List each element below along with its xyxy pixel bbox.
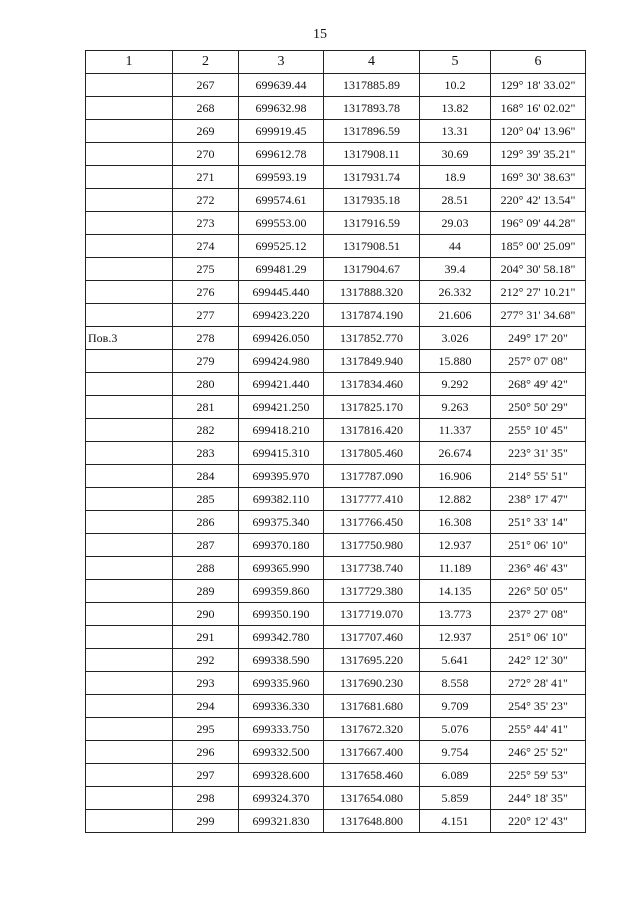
contour-label-cell (86, 258, 173, 281)
point-number-cell: 267 (173, 74, 239, 97)
table-row (86, 350, 586, 373)
contour-label-cell (86, 810, 173, 833)
y-coordinate-cell: 1317885.89 (324, 74, 420, 97)
point-number-cell: 273 (173, 212, 239, 235)
bearing-cell: 196° 09' 44.28" (491, 212, 586, 235)
x-coordinate-cell: 699919.45 (239, 120, 324, 143)
bearing-cell: 236° 46' 43" (491, 557, 586, 580)
contour-label-cell (86, 442, 173, 465)
x-coordinate-cell: 699421.440 (239, 373, 324, 396)
bearing-cell: 185° 00' 25.09" (491, 235, 586, 258)
point-number-cell: 285 (173, 488, 239, 511)
table-row (86, 580, 586, 603)
y-coordinate-cell: 1317719.070 (324, 603, 420, 626)
point-number-cell: 291 (173, 626, 239, 649)
point-number-cell: 299 (173, 810, 239, 833)
x-coordinate-cell: 699350.190 (239, 603, 324, 626)
y-coordinate-cell: 1317825.170 (324, 396, 420, 419)
bearing-cell: 257° 07' 08" (491, 350, 586, 373)
distance-cell: 26.674 (420, 442, 491, 465)
point-number-cell: 268 (173, 97, 239, 120)
point-number-cell: 290 (173, 603, 239, 626)
contour-label-cell (86, 396, 173, 419)
distance-cell: 21.606 (420, 304, 491, 327)
y-coordinate-cell: 1317852.770 (324, 327, 420, 350)
y-coordinate-cell: 1317729.380 (324, 580, 420, 603)
bearing-cell: 272° 28' 41" (491, 672, 586, 695)
point-number-cell: 296 (173, 741, 239, 764)
table-row (86, 718, 586, 741)
table-row (86, 212, 586, 235)
table-row (86, 557, 586, 580)
distance-cell: 12.937 (420, 626, 491, 649)
x-coordinate-cell: 699612.78 (239, 143, 324, 166)
bearing-cell: 251° 33' 14" (491, 511, 586, 534)
x-coordinate-cell: 699481.29 (239, 258, 324, 281)
table-row (86, 695, 586, 718)
x-coordinate-cell: 699324.370 (239, 787, 324, 810)
page-number: 15 (313, 27, 327, 42)
bearing-cell: 268° 49' 42" (491, 373, 586, 396)
x-coordinate-cell: 699359.860 (239, 580, 324, 603)
contour-label-cell (86, 718, 173, 741)
x-coordinate-cell: 699382.110 (239, 488, 324, 511)
bearing-cell: 169° 30' 38.63" (491, 166, 586, 189)
distance-cell: 44 (420, 235, 491, 258)
contour-label-cell (86, 741, 173, 764)
x-coordinate-cell: 699574.61 (239, 189, 324, 212)
table-row (86, 465, 586, 488)
y-coordinate-cell: 1317750.980 (324, 534, 420, 557)
point-number-cell: 269 (173, 120, 239, 143)
x-coordinate-cell: 699365.990 (239, 557, 324, 580)
distance-cell: 4.151 (420, 810, 491, 833)
point-number-cell: 275 (173, 258, 239, 281)
contour-label-cell (86, 465, 173, 488)
x-coordinate-cell: 699525.12 (239, 235, 324, 258)
x-coordinate-cell: 699375.340 (239, 511, 324, 534)
contour-label-cell (86, 649, 173, 672)
contour-label-cell (86, 764, 173, 787)
contour-label-cell (86, 488, 173, 511)
contour-label-cell (86, 212, 173, 235)
point-number-cell: 274 (173, 235, 239, 258)
table-row (86, 672, 586, 695)
point-number-cell: 288 (173, 557, 239, 580)
point-number-cell: 282 (173, 419, 239, 442)
bearing-cell: 255° 10' 45" (491, 419, 586, 442)
x-coordinate-cell: 699338.590 (239, 649, 324, 672)
contour-label-cell (86, 626, 173, 649)
bearing-cell: 129° 18' 33.02" (491, 74, 586, 97)
x-coordinate-cell: 699370.180 (239, 534, 324, 557)
distance-cell: 10.2 (420, 74, 491, 97)
x-coordinate-cell: 699418.210 (239, 419, 324, 442)
y-coordinate-cell: 1317849.940 (324, 350, 420, 373)
bearing-cell: 120° 04' 13.96" (491, 120, 586, 143)
bearing-cell: 204° 30' 58.18" (491, 258, 586, 281)
contour-label-cell (86, 281, 173, 304)
table-header-row (86, 51, 586, 74)
bearing-cell: 212° 27' 10.21" (491, 281, 586, 304)
bearing-cell: 250° 50' 29" (491, 396, 586, 419)
point-number-cell: 289 (173, 580, 239, 603)
contour-label-cell (86, 787, 173, 810)
contour-label-cell (86, 304, 173, 327)
y-coordinate-cell: 1317893.78 (324, 97, 420, 120)
distance-cell: 14.135 (420, 580, 491, 603)
bearing-cell: 225° 59' 53" (491, 764, 586, 787)
point-number-cell: 281 (173, 396, 239, 419)
distance-cell: 18.9 (420, 166, 491, 189)
table-body (86, 74, 586, 833)
bearing-cell: 251° 06' 10" (491, 626, 586, 649)
bearing-cell: 254° 35' 23" (491, 695, 586, 718)
contour-label-cell (86, 166, 173, 189)
x-coordinate-cell: 699342.780 (239, 626, 324, 649)
y-coordinate-cell: 1317908.11 (324, 143, 420, 166)
point-number-cell: 293 (173, 672, 239, 695)
table-row (86, 764, 586, 787)
table-row (86, 787, 586, 810)
distance-cell: 26.332 (420, 281, 491, 304)
point-number-cell: 278 (173, 327, 239, 350)
x-coordinate-cell: 699632.98 (239, 97, 324, 120)
contour-label-cell: Пов.3 (86, 327, 173, 350)
distance-cell: 6.089 (420, 764, 491, 787)
point-number-cell: 271 (173, 166, 239, 189)
x-coordinate-cell: 699415.310 (239, 442, 324, 465)
bearing-cell: 129° 39' 35.21" (491, 143, 586, 166)
column-header: 6 (491, 51, 586, 74)
table-row (86, 327, 586, 350)
y-coordinate-cell: 1317648.800 (324, 810, 420, 833)
distance-cell: 9.292 (420, 373, 491, 396)
table-row (86, 189, 586, 212)
contour-label-cell (86, 143, 173, 166)
table-row (86, 143, 586, 166)
table-row (86, 442, 586, 465)
point-number-cell: 284 (173, 465, 239, 488)
y-coordinate-cell: 1317766.450 (324, 511, 420, 534)
y-coordinate-cell: 1317654.080 (324, 787, 420, 810)
x-coordinate-cell: 699321.830 (239, 810, 324, 833)
distance-cell: 29.03 (420, 212, 491, 235)
table-row (86, 603, 586, 626)
y-coordinate-cell: 1317738.740 (324, 557, 420, 580)
y-coordinate-cell: 1317888.320 (324, 281, 420, 304)
table-row (86, 534, 586, 557)
point-number-cell: 270 (173, 143, 239, 166)
distance-cell: 9.754 (420, 741, 491, 764)
bearing-cell: 277° 31' 34.68" (491, 304, 586, 327)
y-coordinate-cell: 1317834.460 (324, 373, 420, 396)
x-coordinate-cell: 699426.050 (239, 327, 324, 350)
contour-label-cell (86, 373, 173, 396)
y-coordinate-cell: 1317777.410 (324, 488, 420, 511)
point-number-cell: 292 (173, 649, 239, 672)
distance-cell: 9.263 (420, 396, 491, 419)
point-number-cell: 279 (173, 350, 239, 373)
y-coordinate-cell: 1317805.460 (324, 442, 420, 465)
bearing-cell: 251° 06' 10" (491, 534, 586, 557)
point-number-cell: 294 (173, 695, 239, 718)
distance-cell: 8.558 (420, 672, 491, 695)
contour-label-cell (86, 672, 173, 695)
distance-cell: 16.308 (420, 511, 491, 534)
bearing-cell: 214° 55' 51" (491, 465, 586, 488)
point-number-cell: 280 (173, 373, 239, 396)
y-coordinate-cell: 1317690.230 (324, 672, 420, 695)
distance-cell: 15.880 (420, 350, 491, 373)
bearing-cell: 244° 18' 35" (491, 787, 586, 810)
y-coordinate-cell: 1317931.74 (324, 166, 420, 189)
distance-cell: 3.026 (420, 327, 491, 350)
y-coordinate-cell: 1317896.59 (324, 120, 420, 143)
distance-cell: 5.641 (420, 649, 491, 672)
bearing-cell: 255° 44' 41" (491, 718, 586, 741)
distance-cell: 28.51 (420, 189, 491, 212)
x-coordinate-cell: 699332.500 (239, 741, 324, 764)
x-coordinate-cell: 699328.600 (239, 764, 324, 787)
contour-label-cell (86, 580, 173, 603)
x-coordinate-cell: 699333.750 (239, 718, 324, 741)
contour-label-cell (86, 74, 173, 97)
column-header: 3 (239, 51, 324, 74)
distance-cell: 5.076 (420, 718, 491, 741)
point-number-cell: 272 (173, 189, 239, 212)
bearing-cell: 168° 16' 02.02" (491, 97, 586, 120)
table-row (86, 419, 586, 442)
x-coordinate-cell: 699395.970 (239, 465, 324, 488)
x-coordinate-cell: 699336.330 (239, 695, 324, 718)
distance-cell: 11.337 (420, 419, 491, 442)
table-row (86, 488, 586, 511)
y-coordinate-cell: 1317787.090 (324, 465, 420, 488)
x-coordinate-cell: 699424.980 (239, 350, 324, 373)
distance-cell: 13.82 (420, 97, 491, 120)
contour-label-cell (86, 97, 173, 120)
y-coordinate-cell: 1317908.51 (324, 235, 420, 258)
y-coordinate-cell: 1317681.680 (324, 695, 420, 718)
bearing-cell: 220° 12' 43" (491, 810, 586, 833)
table-row (86, 810, 586, 833)
y-coordinate-cell: 1317667.400 (324, 741, 420, 764)
point-number-cell: 276 (173, 281, 239, 304)
table-row (86, 120, 586, 143)
contour-label-cell (86, 695, 173, 718)
y-coordinate-cell: 1317695.220 (324, 649, 420, 672)
bearing-cell: 237° 27' 08" (491, 603, 586, 626)
x-coordinate-cell: 699593.19 (239, 166, 324, 189)
contour-label-cell (86, 534, 173, 557)
table-row (86, 626, 586, 649)
bearing-cell: 223° 31' 35" (491, 442, 586, 465)
table-row (86, 74, 586, 97)
point-number-cell: 277 (173, 304, 239, 327)
distance-cell: 9.709 (420, 695, 491, 718)
contour-label-cell (86, 189, 173, 212)
bearing-cell: 238° 17' 47" (491, 488, 586, 511)
table-row (86, 235, 586, 258)
point-number-cell: 287 (173, 534, 239, 557)
bearing-cell: 220° 42' 13.54" (491, 189, 586, 212)
y-coordinate-cell: 1317904.67 (324, 258, 420, 281)
contour-label-cell (86, 557, 173, 580)
point-number-cell: 295 (173, 718, 239, 741)
bearing-cell: 249° 17' 20" (491, 327, 586, 350)
distance-cell: 30.69 (420, 143, 491, 166)
column-header: 2 (173, 51, 239, 74)
bearing-cell: 226° 50' 05" (491, 580, 586, 603)
x-coordinate-cell: 699553.00 (239, 212, 324, 235)
y-coordinate-cell: 1317658.460 (324, 764, 420, 787)
x-coordinate-cell: 699335.960 (239, 672, 324, 695)
table-row (86, 396, 586, 419)
point-number-cell: 283 (173, 442, 239, 465)
y-coordinate-cell: 1317707.460 (324, 626, 420, 649)
contour-label-cell (86, 603, 173, 626)
distance-cell: 5.859 (420, 787, 491, 810)
y-coordinate-cell: 1317935.18 (324, 189, 420, 212)
x-coordinate-cell: 699421.250 (239, 396, 324, 419)
column-header: 1 (86, 51, 173, 74)
point-number-cell: 298 (173, 787, 239, 810)
y-coordinate-cell: 1317672.320 (324, 718, 420, 741)
point-number-cell: 286 (173, 511, 239, 534)
contour-label-cell (86, 419, 173, 442)
bearing-cell: 242° 12' 30" (491, 649, 586, 672)
x-coordinate-cell: 699423.220 (239, 304, 324, 327)
distance-cell: 39.4 (420, 258, 491, 281)
distance-cell: 13.773 (420, 603, 491, 626)
table-row (86, 649, 586, 672)
x-coordinate-cell: 699445.440 (239, 281, 324, 304)
column-header: 5 (420, 51, 491, 74)
table-row (86, 373, 586, 396)
contour-label-cell (86, 511, 173, 534)
column-header: 4 (324, 51, 420, 74)
bearing-cell: 246° 25' 52" (491, 741, 586, 764)
point-number-cell: 297 (173, 764, 239, 787)
distance-cell: 11.189 (420, 557, 491, 580)
table-row (86, 166, 586, 189)
contour-label-cell (86, 235, 173, 258)
coordinates-table (85, 50, 586, 833)
table-row (86, 511, 586, 534)
x-coordinate-cell: 699639.44 (239, 74, 324, 97)
contour-label-cell (86, 120, 173, 143)
y-coordinate-cell: 1317916.59 (324, 212, 420, 235)
contour-label-cell (86, 350, 173, 373)
table-row (86, 304, 586, 327)
table-row (86, 258, 586, 281)
distance-cell: 12.937 (420, 534, 491, 557)
distance-cell: 13.31 (420, 120, 491, 143)
distance-cell: 12.882 (420, 488, 491, 511)
distance-cell: 16.906 (420, 465, 491, 488)
table-row (86, 281, 586, 304)
y-coordinate-cell: 1317874.190 (324, 304, 420, 327)
y-coordinate-cell: 1317816.420 (324, 419, 420, 442)
table-row (86, 97, 586, 120)
table-row (86, 741, 586, 764)
